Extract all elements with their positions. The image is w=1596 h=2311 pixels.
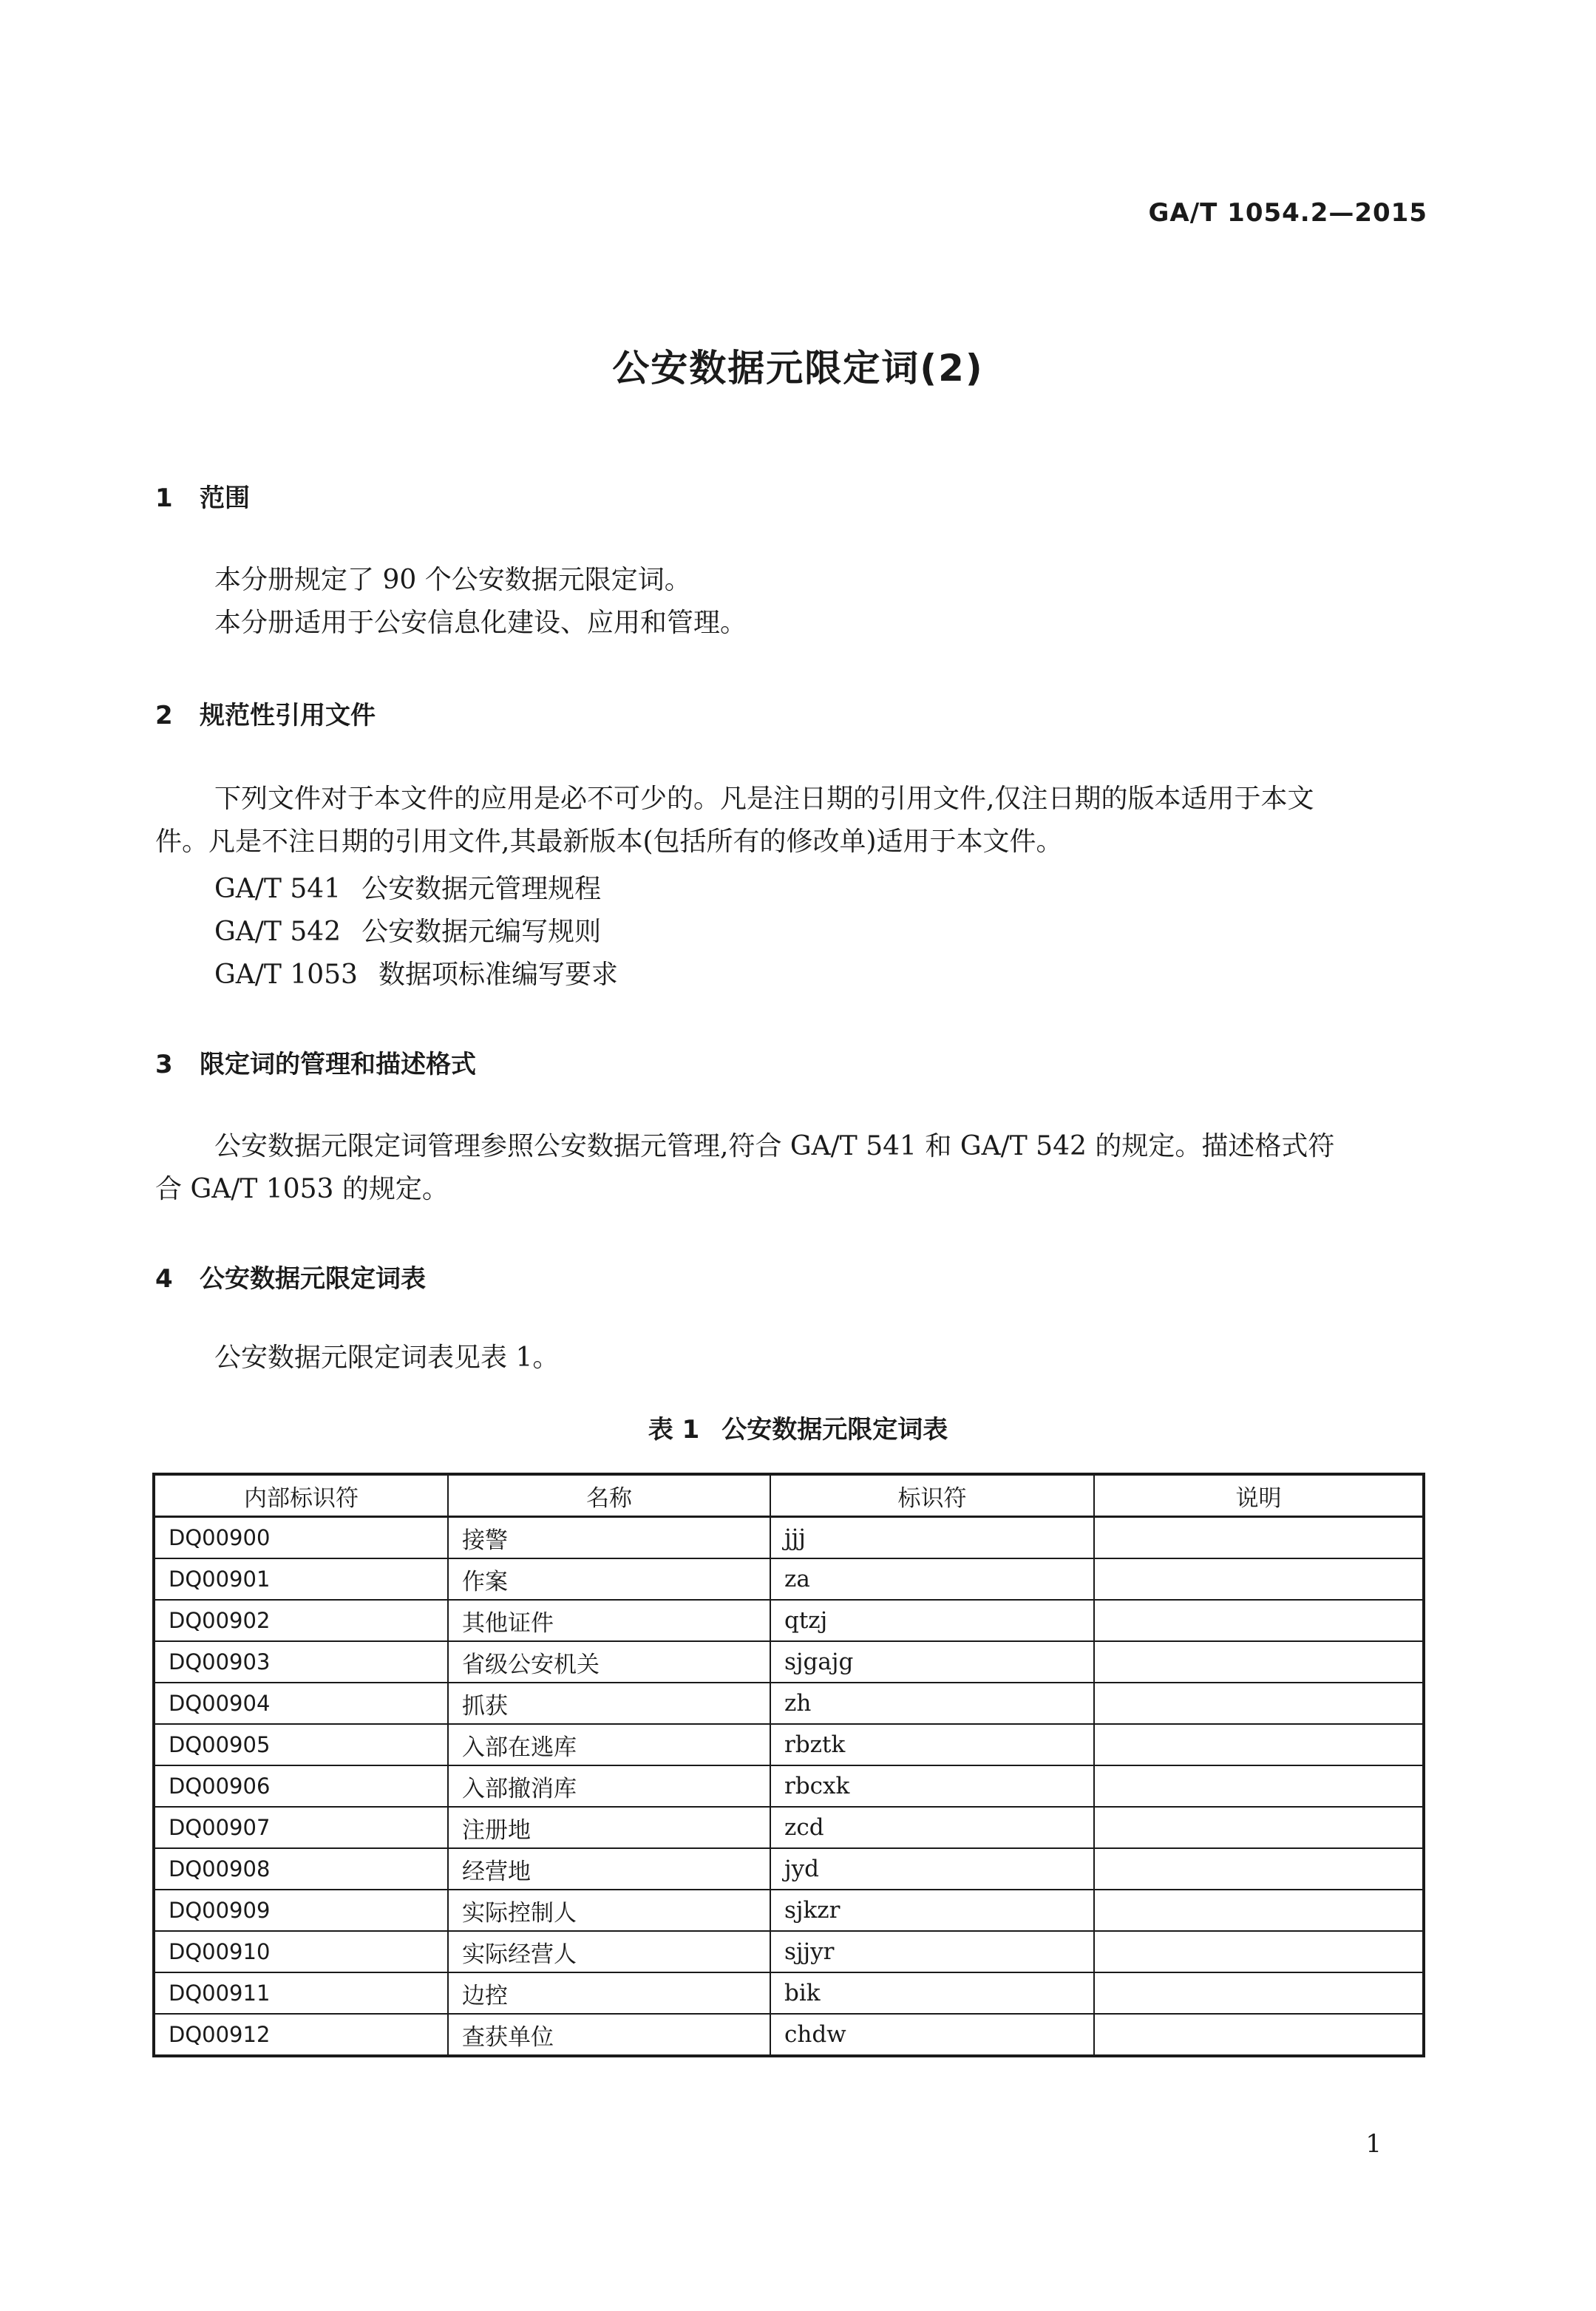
reference-code: GA/T 541 bbox=[214, 874, 342, 904]
cell-identifier: sjgajg bbox=[770, 1641, 1094, 1683]
cell-internal-id: DQ00906 bbox=[154, 1765, 448, 1807]
cell-note bbox=[1094, 1807, 1424, 1848]
table-row bbox=[154, 1890, 1424, 1931]
cell-internal-id: DQ00903 bbox=[154, 1641, 448, 1683]
cell-name: 经营地 bbox=[448, 1848, 770, 1890]
table-row bbox=[154, 1931, 1424, 1972]
table-row bbox=[154, 1848, 1424, 1890]
section-3-heading bbox=[155, 1044, 476, 1080]
cell-note bbox=[1094, 1765, 1424, 1807]
table-row bbox=[154, 1600, 1424, 1641]
section-2-paragraph: 下列文件对于本文件的应用是必不可少的。凡是注日期的引用文件,仅注日期的版本适用于本文 bbox=[214, 784, 1314, 814]
cell-internal-id: DQ00909 bbox=[154, 1890, 448, 1931]
table-header-row bbox=[154, 1474, 1424, 1517]
cell-name: 省级公安机关 bbox=[448, 1641, 770, 1683]
cell-note bbox=[1094, 1890, 1424, 1931]
cell-name: 入部在逃库 bbox=[448, 1724, 770, 1765]
section-number: 2 bbox=[155, 701, 173, 730]
cell-identifier: rbcxk bbox=[770, 1765, 1094, 1807]
cell-identifier: za bbox=[770, 1558, 1094, 1600]
cell-internal-id: DQ00900 bbox=[154, 1517, 448, 1559]
cell-name: 边控 bbox=[448, 1972, 770, 2014]
cell-internal-id: DQ00911 bbox=[154, 1972, 448, 2014]
cell-identifier: qtzj bbox=[770, 1600, 1094, 1641]
standard-code: GA/T 1054.2—2015 bbox=[1148, 198, 1427, 228]
document-title: 公安数据元限定词(2) bbox=[612, 347, 984, 390]
cell-identifier: jyd bbox=[770, 1848, 1094, 1890]
cell-name: 实际经营人 bbox=[448, 1931, 770, 1972]
cell-note bbox=[1094, 1558, 1424, 1600]
section-title: 限定词的管理和描述格式 bbox=[200, 1050, 476, 1079]
section-1-paragraph: 本分册规定了 90 个公安数据元限定词。 bbox=[214, 565, 691, 595]
cell-name: 其他证件 bbox=[448, 1600, 770, 1641]
cell-name: 作案 bbox=[448, 1558, 770, 1600]
cell-internal-id: DQ00904 bbox=[154, 1683, 448, 1724]
cell-internal-id: DQ00910 bbox=[154, 1931, 448, 1972]
table-caption bbox=[0, 1409, 1596, 1445]
table-row bbox=[154, 1807, 1424, 1848]
page-number: 1 bbox=[1365, 2129, 1382, 2159]
reference-code: GA/T 542 bbox=[214, 917, 342, 947]
section-number: 4 bbox=[155, 1264, 173, 1294]
table-row bbox=[154, 1683, 1424, 1724]
cell-internal-id: DQ00912 bbox=[154, 2014, 448, 2056]
cell-name: 抓获 bbox=[448, 1683, 770, 1724]
cell-note bbox=[1094, 1641, 1424, 1683]
cell-identifier: sjkzr bbox=[770, 1890, 1094, 1931]
column-header-note: 说明 bbox=[1094, 1474, 1424, 1517]
cell-identifier: chdw bbox=[770, 2014, 1094, 2056]
cell-note bbox=[1094, 1931, 1424, 1972]
table-row bbox=[154, 1641, 1424, 1683]
table-row bbox=[154, 1724, 1424, 1765]
section-title: 范围 bbox=[200, 483, 250, 513]
section-3-paragraph: 公安数据元限定词管理参照公安数据元管理,符合 GA/T 541 和 GA/T 542 的规定。描述格式符 bbox=[214, 1131, 1335, 1161]
table-row bbox=[154, 1972, 1424, 2014]
cell-identifier: sjjyr bbox=[770, 1931, 1094, 1972]
cell-internal-id: DQ00908 bbox=[154, 1848, 448, 1890]
column-header-name: 名称 bbox=[448, 1474, 770, 1517]
section-1-paragraph: 本分册适用于公安信息化建设、应用和管理。 bbox=[214, 608, 747, 638]
cell-note bbox=[1094, 1848, 1424, 1890]
section-title: 公安数据元限定词表 bbox=[200, 1264, 426, 1294]
cell-internal-id: DQ00901 bbox=[154, 1558, 448, 1600]
table-row bbox=[154, 1517, 1424, 1559]
reference-title: 公安数据元管理规程 bbox=[361, 874, 602, 904]
table-body bbox=[154, 1517, 1424, 2057]
cell-note bbox=[1094, 1972, 1424, 2014]
section-1-heading bbox=[155, 478, 250, 514]
section-4-paragraph: 公安数据元限定词表见表 1。 bbox=[214, 1343, 560, 1373]
cell-name: 实际控制人 bbox=[448, 1890, 770, 1931]
cell-identifier: zcd bbox=[770, 1807, 1094, 1848]
cell-note bbox=[1094, 1724, 1424, 1765]
section-4-heading bbox=[155, 1258, 426, 1294]
cell-internal-id: DQ00905 bbox=[154, 1724, 448, 1765]
cell-note bbox=[1094, 2014, 1424, 2056]
reference-title: 公安数据元编写规则 bbox=[361, 917, 602, 947]
cell-identifier: zh bbox=[770, 1683, 1094, 1724]
column-header-internal-id: 内部标识符 bbox=[154, 1474, 448, 1517]
table-row bbox=[154, 1558, 1424, 1600]
table-caption-title: 公安数据元限定词表 bbox=[721, 1415, 948, 1445]
reference-item bbox=[214, 868, 601, 906]
section-2-heading bbox=[155, 695, 376, 731]
reference-item bbox=[214, 954, 618, 991]
table-row bbox=[154, 2014, 1424, 2056]
cell-name: 接警 bbox=[448, 1517, 770, 1559]
cell-identifier: bik bbox=[770, 1972, 1094, 2014]
cell-name: 入部撤消库 bbox=[448, 1765, 770, 1807]
section-title: 规范性引用文件 bbox=[200, 701, 376, 730]
table-row bbox=[154, 1765, 1424, 1807]
cell-identifier: rbztk bbox=[770, 1724, 1094, 1765]
reference-title: 数据项标准编写要求 bbox=[378, 960, 618, 990]
cell-identifier: jjj bbox=[770, 1517, 1094, 1559]
section-number: 3 bbox=[155, 1050, 173, 1079]
cell-internal-id: DQ00902 bbox=[154, 1600, 448, 1641]
qualifier-table bbox=[152, 1473, 1425, 2057]
cell-note bbox=[1094, 1600, 1424, 1641]
table-caption-label: 表 1 bbox=[648, 1415, 700, 1445]
cell-note bbox=[1094, 1683, 1424, 1724]
cell-internal-id: DQ00907 bbox=[154, 1807, 448, 1848]
section-2-paragraph: 件。凡是不注日期的引用文件,其最新版本(包括所有的修改单)适用于本文件。 bbox=[155, 827, 1063, 857]
cell-name: 查获单位 bbox=[448, 2014, 770, 2056]
section-number: 1 bbox=[155, 483, 173, 513]
reference-item bbox=[214, 911, 601, 949]
reference-code: GA/T 1053 bbox=[214, 960, 358, 990]
section-3-paragraph: 合 GA/T 1053 的规定。 bbox=[155, 1174, 449, 1204]
cell-note bbox=[1094, 1517, 1424, 1559]
cell-name: 注册地 bbox=[448, 1807, 770, 1848]
column-header-identifier: 标识符 bbox=[770, 1474, 1094, 1517]
